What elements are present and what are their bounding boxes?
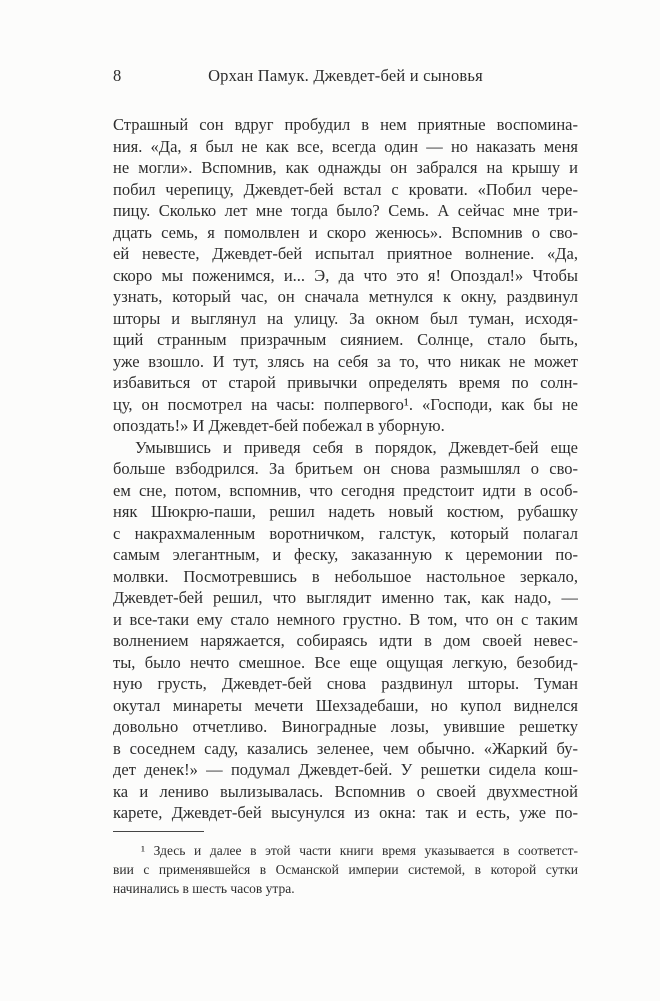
running-head xyxy=(113,66,578,86)
text-line: ка и лениво вылизывалась. Вспомнив о своей двухместной xyxy=(113,781,578,801)
text-line: не могли». Вспомнив, как однажды он забрался на крышу и xyxy=(113,158,578,177)
text-line: побил черепицу, Джевдет-бей встал с кровати. «Побил чере- xyxy=(113,179,578,199)
text-line: окутал минареты мечети Шехзадебаши, но купол виднелся xyxy=(113,695,578,715)
text-line: скоро мы поженимся, и... Э, да что это я! Опоздал!» Чтобы xyxy=(113,265,578,285)
text-line: опоздать!» И Джевдет-бей побежал в уборную. xyxy=(113,416,445,435)
running-title: Орхан Памук. Джевдет-бей и сыновья xyxy=(208,66,483,85)
footnote-line: ¹ Здесь и далее в этой части книги время указывается в соответст- xyxy=(141,842,578,858)
text-line: Страшный сон вдруг пробудил в нем приятные воспомина- xyxy=(113,115,578,134)
text-line: узнать, который час, он сначала метнулся к окну, раздвинул xyxy=(113,287,578,306)
page-number: 8 xyxy=(113,66,122,85)
text-line: самым элегантным, и феску, заказанную к церемонии по- xyxy=(113,545,578,564)
text-line: дет денек!» — подумал Джевдет-бей. У решетки сидела кош- xyxy=(113,760,578,779)
text-line: молвки. Посмотревшись в небольшое настольное зеркало, xyxy=(113,566,578,586)
body-text xyxy=(113,114,578,824)
text-line: дцать семь, я помолвлен и скоро женюсь». Вспомнив о сво- xyxy=(113,222,578,242)
text-line: ную грусть, Джевдет-бей снова раздвинул шторы. Туман xyxy=(113,674,578,693)
text-line: карете, Джевдет-бей высунулся из окна: так и есть, уже по- xyxy=(113,803,578,822)
paragraph xyxy=(113,437,578,824)
text-line: щий странным призрачным сиянием. Солнце, стало быть, xyxy=(113,330,578,349)
paragraph xyxy=(113,114,578,437)
text-line: с накрахмаленным воротничком, галстук, который полагал xyxy=(113,523,578,543)
text-line: довольно отчетливо. Виноградные лозы, увившие решетку xyxy=(113,717,578,736)
footnote-line: начинались в шесть часов утра. xyxy=(113,880,295,896)
text-line: волнением наряжается, собираясь идти в дом своей невес- xyxy=(113,631,578,650)
text-line: уже взошло. И тут, злясь на себя за то, что никак не может xyxy=(113,351,578,371)
text-line: цу, он посмотрел на часы: полпервого¹. «Господи, как бы не xyxy=(113,394,578,414)
footnote xyxy=(113,841,578,898)
text-line: больше взбодрился. За бритьем он снова размышлял о сво- xyxy=(113,459,578,478)
text-line: ты, было нечто смешное. Все еще ощущая легкую, безобид- xyxy=(113,652,578,672)
text-line: избавиться от старой привычки определять время по солн- xyxy=(113,373,578,392)
text-line: ем сне, потом, вспомнив, что сегодня предстоит идти в особ- xyxy=(113,480,578,500)
text-line: и все-таки ему стало немного грустно. В том, что он с таким xyxy=(113,609,578,629)
footnote-line: вии с применявшейся в Османской империи системой, в которой сутки xyxy=(113,861,578,877)
text-line: няк Шюкрю-паши, решил надеть новый костюм, рубашку xyxy=(113,502,578,521)
text-line: шторы и выглянул на улицу. За окном был туман, исходя- xyxy=(113,308,578,328)
text-line: ей невесте, Джевдет-бей испытал приятное волнение. «Да, xyxy=(113,244,578,263)
text-line: ния. «Да, я был не как все, всегда один — но наказать меня xyxy=(113,136,578,156)
text-line: в соседнем саду, казались зеленее, чем обычно. «Жаркий бу- xyxy=(113,738,578,758)
text-line: Джевдет-бей решил, что выглядит именно так, как надо, — xyxy=(113,588,578,607)
footnote-separator xyxy=(113,831,204,832)
text-line: Умывшись и приведя себя в порядок, Джевдет-бей еще xyxy=(135,437,578,457)
text-line: пицу. Сколько лет мне тогда было? Семь. А сейчас мне три- xyxy=(113,201,578,220)
